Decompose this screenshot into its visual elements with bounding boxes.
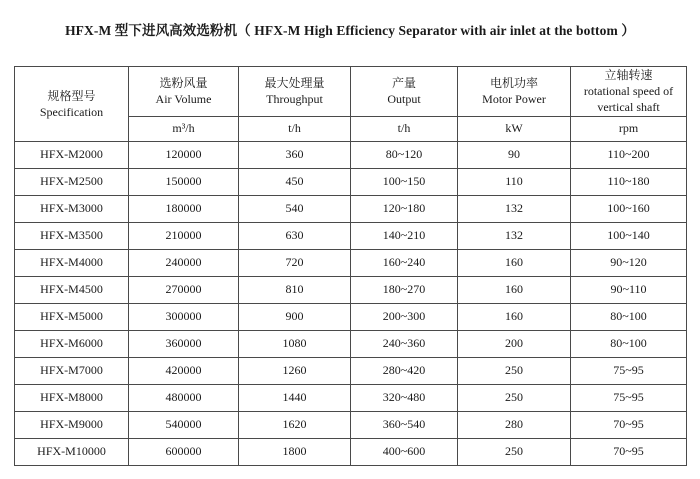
table-row bbox=[15, 384, 687, 411]
model-cell: HFX-M6000 bbox=[15, 330, 129, 357]
col-header-throughput-zh: 最大处理量 bbox=[264, 76, 325, 91]
value-cell: 280 bbox=[458, 411, 571, 438]
col-header-output bbox=[351, 67, 458, 117]
col-header-rotational-speed-zh: 立轴转速 bbox=[604, 68, 653, 82]
table-row bbox=[15, 303, 687, 330]
model-cell: HFX-M4500 bbox=[15, 276, 129, 303]
unit-output: t/h bbox=[351, 116, 458, 141]
value-cell: 120000 bbox=[129, 141, 239, 168]
col-header-rotational-speed-en: rotational speed of vertical shaft bbox=[583, 84, 674, 115]
value-cell: 100~160 bbox=[571, 195, 687, 222]
value-cell: 80~120 bbox=[351, 141, 458, 168]
value-cell: 200 bbox=[458, 330, 571, 357]
header-row-names bbox=[15, 67, 687, 117]
value-cell: 160 bbox=[458, 249, 571, 276]
value-cell: 90~120 bbox=[571, 249, 687, 276]
value-cell: 630 bbox=[239, 222, 351, 249]
value-cell: 100~150 bbox=[351, 168, 458, 195]
value-cell: 75~95 bbox=[571, 357, 687, 384]
value-cell: 810 bbox=[239, 276, 351, 303]
value-cell: 300000 bbox=[129, 303, 239, 330]
table-row bbox=[15, 330, 687, 357]
value-cell: 150000 bbox=[129, 168, 239, 195]
value-cell: 80~100 bbox=[571, 303, 687, 330]
col-header-specification-zh: 规格型号 bbox=[47, 88, 96, 103]
table-row bbox=[15, 195, 687, 222]
model-cell: HFX-M8000 bbox=[15, 384, 129, 411]
value-cell: 180~270 bbox=[351, 276, 458, 303]
spec-table bbox=[14, 66, 687, 466]
page-title: HFX-M 型下进风高效选粉机（ HFX-M High Efficiency Separator with air inlet at the bottom ） bbox=[65, 23, 635, 38]
value-cell: 360000 bbox=[129, 330, 239, 357]
col-header-throughput-en: Throughput bbox=[266, 92, 323, 107]
model-cell: HFX-M5000 bbox=[15, 303, 129, 330]
table-row bbox=[15, 411, 687, 438]
value-cell: 250 bbox=[458, 384, 571, 411]
col-header-air-volume bbox=[129, 67, 239, 117]
col-header-motor-power bbox=[458, 67, 571, 117]
col-header-air-volume-zh: 选粉风量 bbox=[159, 76, 208, 91]
value-cell: 110~180 bbox=[571, 168, 687, 195]
value-cell: 132 bbox=[458, 222, 571, 249]
value-cell: 360 bbox=[239, 141, 351, 168]
value-cell: 160 bbox=[458, 303, 571, 330]
model-cell: HFX-M9000 bbox=[15, 411, 129, 438]
model-cell: HFX-M7000 bbox=[15, 357, 129, 384]
value-cell: 70~95 bbox=[571, 411, 687, 438]
value-cell: 140~210 bbox=[351, 222, 458, 249]
col-header-throughput bbox=[239, 67, 351, 117]
value-cell: 1800 bbox=[239, 438, 351, 465]
value-cell: 70~95 bbox=[571, 438, 687, 465]
value-cell: 90 bbox=[458, 141, 571, 168]
value-cell: 90~110 bbox=[571, 276, 687, 303]
value-cell: 210000 bbox=[129, 222, 239, 249]
value-cell: 720 bbox=[239, 249, 351, 276]
col-header-output-zh: 产量 bbox=[391, 76, 416, 91]
unit-motor-power: kW bbox=[458, 116, 571, 141]
table-row bbox=[15, 222, 687, 249]
value-cell: 1620 bbox=[239, 411, 351, 438]
value-cell: 160 bbox=[458, 276, 571, 303]
value-cell: 120~180 bbox=[351, 195, 458, 222]
unit-rotational-speed: rpm bbox=[571, 116, 687, 141]
col-header-air-volume-en: Air Volume bbox=[155, 92, 212, 107]
value-cell: 160~240 bbox=[351, 249, 458, 276]
col-header-rotational-speed bbox=[571, 67, 687, 117]
value-cell: 240~360 bbox=[351, 330, 458, 357]
value-cell: 1080 bbox=[239, 330, 351, 357]
value-cell: 240000 bbox=[129, 249, 239, 276]
value-cell: 100~140 bbox=[571, 222, 687, 249]
model-cell: HFX-M2500 bbox=[15, 168, 129, 195]
table-header bbox=[15, 67, 687, 142]
model-cell: HFX-M3000 bbox=[15, 195, 129, 222]
col-header-specification bbox=[15, 67, 129, 142]
value-cell: 110~200 bbox=[571, 141, 687, 168]
table-row bbox=[15, 357, 687, 384]
value-cell: 75~95 bbox=[571, 384, 687, 411]
model-cell: HFX-M10000 bbox=[15, 438, 129, 465]
table-row bbox=[15, 438, 687, 465]
value-cell: 280~420 bbox=[351, 357, 458, 384]
unit-throughput: t/h bbox=[239, 116, 351, 141]
value-cell: 420000 bbox=[129, 357, 239, 384]
table-row bbox=[15, 141, 687, 168]
table-body bbox=[15, 141, 687, 465]
value-cell: 200~300 bbox=[351, 303, 458, 330]
value-cell: 540 bbox=[239, 195, 351, 222]
col-header-motor-power-zh: 电机功率 bbox=[489, 76, 538, 91]
table-row bbox=[15, 276, 687, 303]
value-cell: 180000 bbox=[129, 195, 239, 222]
value-cell: 480000 bbox=[129, 384, 239, 411]
value-cell: 600000 bbox=[129, 438, 239, 465]
value-cell: 320~480 bbox=[351, 384, 458, 411]
unit-air-volume: m³/h bbox=[129, 116, 239, 141]
value-cell: 900 bbox=[239, 303, 351, 330]
value-cell: 80~100 bbox=[571, 330, 687, 357]
value-cell: 450 bbox=[239, 168, 351, 195]
col-header-motor-power-en: Motor Power bbox=[482, 92, 546, 107]
value-cell: 1440 bbox=[239, 384, 351, 411]
model-cell: HFX-M3500 bbox=[15, 222, 129, 249]
value-cell: 110 bbox=[458, 168, 571, 195]
table-row bbox=[15, 249, 687, 276]
model-cell: HFX-M4000 bbox=[15, 249, 129, 276]
model-cell: HFX-M2000 bbox=[15, 141, 129, 168]
value-cell: 250 bbox=[458, 357, 571, 384]
col-header-output-en: Output bbox=[387, 92, 421, 107]
value-cell: 132 bbox=[458, 195, 571, 222]
value-cell: 400~600 bbox=[351, 438, 458, 465]
value-cell: 540000 bbox=[129, 411, 239, 438]
value-cell: 1260 bbox=[239, 357, 351, 384]
col-header-specification-en: Specification bbox=[39, 104, 104, 119]
table-row bbox=[15, 168, 687, 195]
value-cell: 360~540 bbox=[351, 411, 458, 438]
value-cell: 250 bbox=[458, 438, 571, 465]
value-cell: 270000 bbox=[129, 276, 239, 303]
